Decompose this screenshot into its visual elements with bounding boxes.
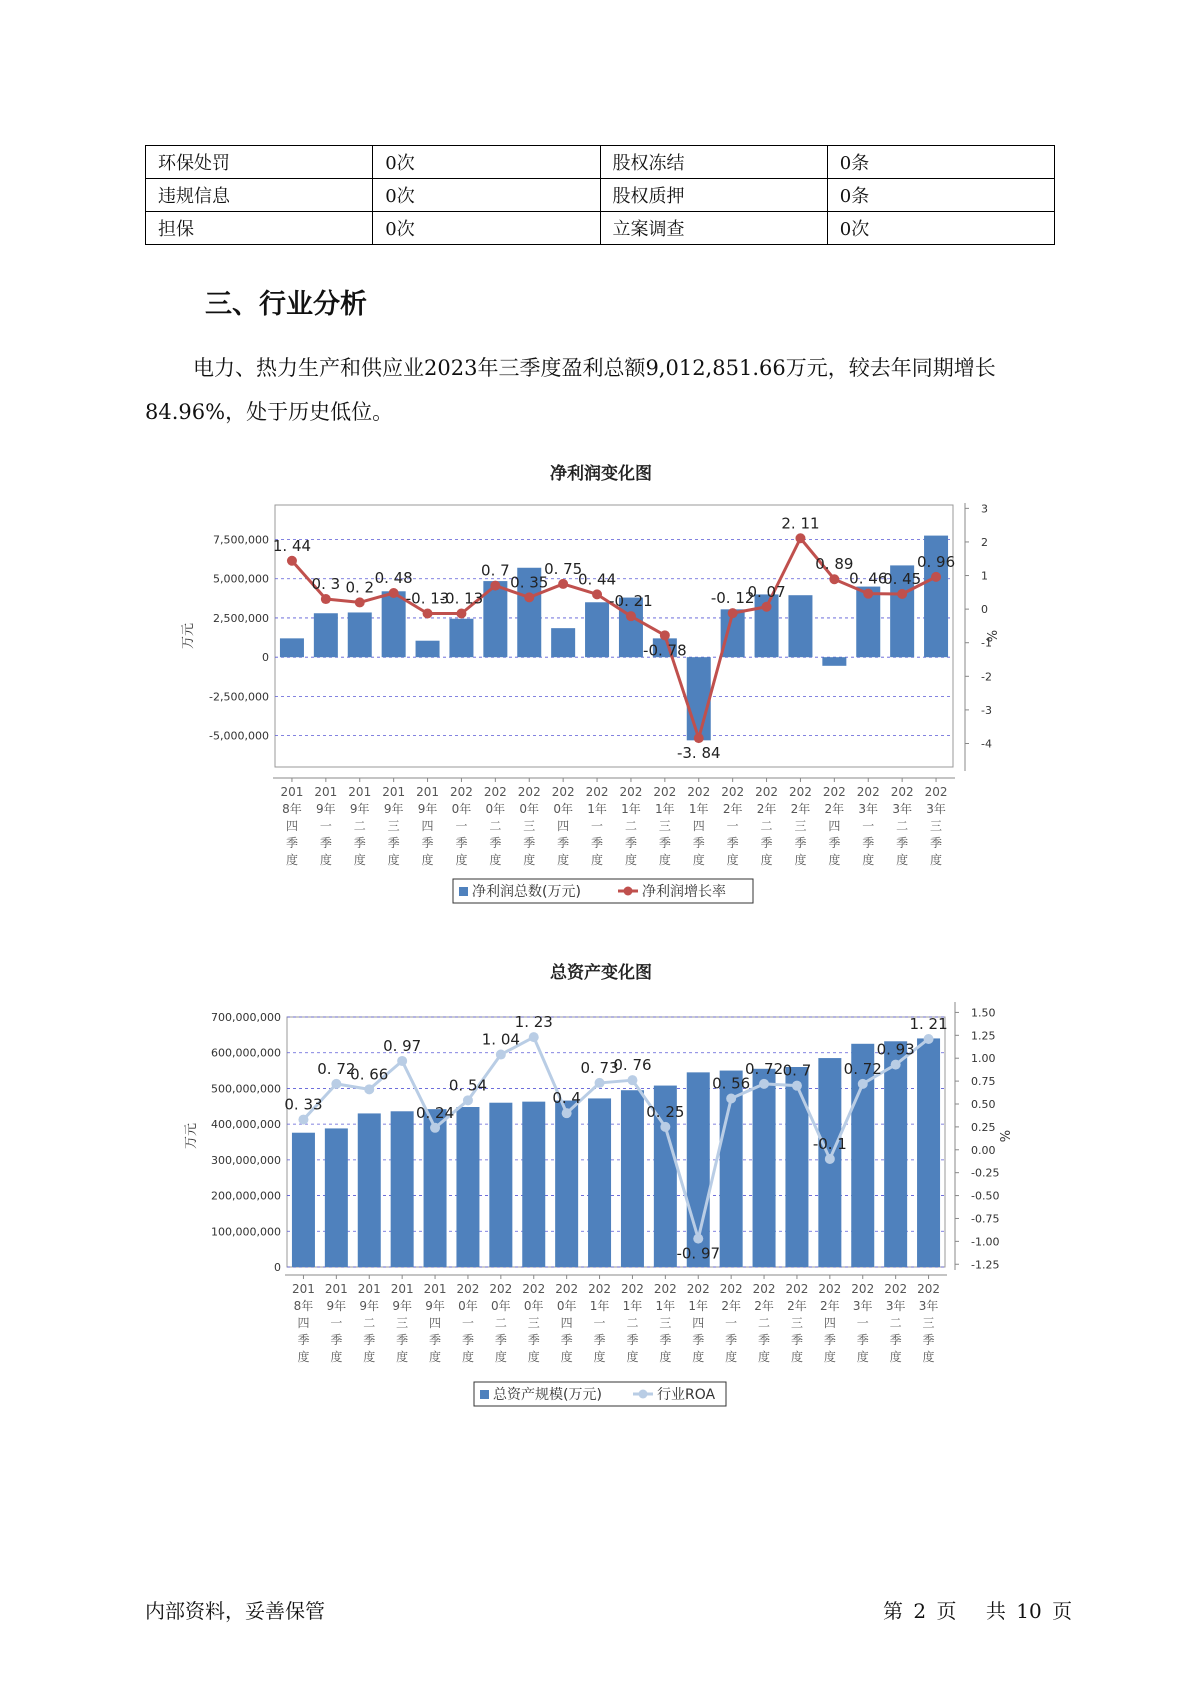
legend-line-label: 行业ROA [657,1387,716,1403]
y-tick-label: 100,000,000 [211,1225,281,1239]
table-cell: 0次 [373,212,600,245]
x-tick-label: 202 2年四季度 [818,1282,842,1364]
y-axis-label: 万元 [181,622,196,650]
page-suffix: 页 [936,1599,957,1623]
y-tick-label: 0 [262,651,269,665]
legend-bar-label: 总资产规模(万元) [493,1387,602,1403]
data-label: 0. 75 [544,559,583,578]
y-tick-label: 0 [274,1261,281,1274]
line-point [364,1084,374,1094]
data-label: -0. 13 [439,589,484,608]
bar [391,1111,414,1267]
y2-tick-label: 1 [981,569,988,583]
bar [588,1098,611,1267]
y-tick-label: -2,500,000 [209,690,269,704]
x-tick-label: 202 0年二季度 [489,1282,513,1364]
x-tick-label: 202 1年四季度 [687,785,711,867]
line-point [726,1094,736,1104]
table-cell: 0次 [827,212,1054,245]
data-label: 0. 35 [510,573,549,592]
y2-tick-label: 0.25 [971,1120,996,1134]
line-point [389,588,399,598]
page-total: 10 [1016,1599,1042,1623]
line-point [463,1095,473,1105]
y2-tick-label: -0.75 [971,1212,1000,1226]
y-tick-label: 2,500,000 [213,611,269,625]
bar [785,1067,808,1267]
line-point [792,1081,802,1091]
x-tick-label: 202 1年一季度 [585,785,609,867]
data-label: 0. 96 [916,552,956,571]
y2-tick-label: -1 [981,636,992,650]
footer-page-number [883,1595,1076,1624]
y-tick-label: -5,000,000 [209,729,269,743]
bar [424,1109,447,1267]
line-point [660,1122,670,1132]
x-tick-label: 201 8年四季度 [280,785,304,867]
y2-tick-label: 0 [981,603,988,617]
data-label: -0. 12 [710,589,755,608]
x-tick-label: 202 2年一季度 [721,785,745,867]
line-point [321,594,331,604]
line-point [858,1079,868,1089]
x-tick-label: 201 9年四季度 [423,1282,447,1364]
line-point [558,579,568,589]
x-tick-label: 202 1年一季度 [588,1282,612,1364]
line-point [423,608,433,618]
line-point [355,597,365,607]
y2-axis-label: % [999,1129,1014,1143]
data-label: -0. 78 [643,641,687,660]
x-tick-label: 202 3年三季度 [924,785,948,867]
data-label: -0. 13 [405,589,450,608]
line-point [298,1115,308,1125]
bar [522,1102,545,1267]
data-label: 0. 7 [782,1061,812,1080]
line-point [825,1154,835,1164]
line-point [660,630,670,640]
table-row [146,179,1055,212]
data-label: 0. 44 [577,570,617,589]
x-tick-label: 201 9年二季度 [348,785,372,867]
line-point [397,1056,407,1066]
y2-tick-label: -1.25 [971,1258,1000,1272]
data-label: 0. 54 [448,1076,488,1095]
line-point [524,592,534,602]
data-label: 0. 66 [350,1065,389,1084]
data-label: 0. 89 [815,555,854,574]
footer-confidential-note: 内部资料，妥善保管 [145,1599,325,1623]
table-cell: 股权质押 [600,179,827,212]
line-point [931,572,941,582]
line-point [430,1123,440,1133]
data-label: -0. 21 [609,592,653,611]
x-tick-label: 201 9年二季度 [357,1282,381,1364]
y2-tick-label: -1.00 [971,1235,1000,1249]
line-point [693,1234,703,1244]
data-label: 2. 11 [781,514,820,533]
bar [449,619,473,657]
bar [314,613,338,657]
x-tick-label: 202 0年三季度 [522,1282,546,1364]
line-point [626,611,636,621]
data-label: -0. 1 [812,1134,847,1153]
y-tick-label: 7,500,000 [213,533,269,547]
data-label: 1. 04 [481,1030,520,1049]
total-prefix: 共 [985,1599,1006,1623]
data-label: 1. 44 [272,536,312,555]
line-point [759,1079,769,1089]
data-label: 0. 56 [712,1074,751,1093]
y-tick-label: 600,000,000 [211,1046,281,1060]
x-tick-label: 202 0年四季度 [555,1282,579,1364]
section-heading: 三、行业分析 [205,289,367,320]
table-cell: 0次 [373,146,600,179]
data-label: 0. 4 [552,1089,581,1108]
line-point [627,1075,637,1085]
data-label: 0. 93 [876,1040,915,1059]
data-label: 0. 72 [744,1059,784,1078]
x-tick-label: 202 2年二季度 [752,1282,776,1364]
line-point [456,608,466,618]
line-point [287,556,297,566]
table-row [146,146,1055,179]
table-cell: 0条 [827,146,1054,179]
legend-bar-swatch [459,887,468,896]
x-tick-label: 202 1年二季度 [619,785,643,867]
bar [551,628,575,657]
x-tick-label: 201 9年三季度 [382,785,406,867]
y2-tick-label: 0.50 [971,1097,996,1111]
x-tick-label: 202 3年一季度 [851,1282,875,1364]
plot-area [272,505,956,767]
page-current: 2 [913,1599,927,1623]
bar [788,595,812,657]
data-label: 0. 45 [883,570,922,589]
bar [489,1103,512,1267]
x-tick-label: 202 1年四季度 [686,1282,710,1364]
y-tick-label: 5,000,000 [213,572,269,586]
x-tick-label: 202 0年一季度 [449,785,473,867]
table-cell: 担保 [146,212,373,245]
y-tick-label: 200,000,000 [211,1189,281,1203]
line-point [496,1050,506,1060]
x-tick-label: 202 1年二季度 [620,1282,644,1364]
chart-title: 净利润变化图 [550,464,652,484]
data-label: 0. 46 [849,569,888,588]
line-point [924,1034,934,1044]
data-label: 0. 33 [284,1095,323,1114]
line-point [728,608,738,618]
y2-tick-label: -4 [981,737,992,751]
line-point [829,574,839,584]
y2-tick-label: 3 [981,502,988,516]
x-tick-label: 201 9年三季度 [390,1282,414,1364]
data-label: 0. 76 [613,1056,652,1075]
legend-bar-swatch [480,1390,489,1399]
x-tick-label: 202 3年二季度 [890,785,914,867]
x-tick-label: 202 3年三季度 [917,1282,941,1364]
line-point [595,1078,605,1088]
x-tick-label: 202 1年三季度 [653,1282,677,1364]
bar [621,1090,644,1267]
x-tick-label: 202 2年二季度 [755,785,779,867]
table-cell: 立案调查 [600,212,827,245]
bar [687,657,711,740]
y2-tick-label: 0.75 [971,1075,996,1089]
x-tick-label: 202 1年三季度 [653,785,677,867]
x-tick-label: 202 0年二季度 [483,785,507,867]
bar [348,612,372,657]
data-label: 0. 25 [646,1102,685,1121]
y-tick-label: 300,000,000 [211,1153,281,1167]
data-label: 0. 2 [345,578,375,597]
bar [382,591,406,657]
y2-tick-label: 1.50 [971,1006,996,1020]
x-tick-label: 202 3年二季度 [884,1282,908,1364]
table-cell: 0条 [827,179,1054,212]
line-point [331,1079,341,1089]
x-tick-label: 202 2年一季度 [719,1282,743,1364]
bar [280,638,304,657]
y2-tick-label: -0.50 [971,1189,1000,1203]
bar [292,1133,315,1267]
data-label: 0. 07 [747,582,786,601]
bar [822,657,846,666]
summary-paragraph: 电力、热力生产和供应业2023年三季度盈利总额9,012,851.66万元，较去年同期增长84.96%，处于历史低位。 [145,356,996,424]
legend-bar-label: 净利润总数(万元) [472,884,581,900]
info-table [145,145,1055,245]
x-tick-label: 202 2年四季度 [822,785,846,867]
y2-tick-label: 1.25 [971,1029,996,1043]
line-point [897,589,907,599]
x-tick-label: 202 3年一季度 [856,785,880,867]
x-tick-label: 202 0年一季度 [456,1282,480,1364]
legend-line-marker [624,887,633,896]
line-point [562,1108,572,1118]
data-label: 0. 72 [317,1059,356,1078]
bar [456,1107,479,1267]
x-tick-label: 202 2年三季度 [788,785,812,867]
x-tick-label: 202 0年四季度 [551,785,575,867]
bar [358,1113,381,1267]
bar [753,1069,776,1267]
page-prefix: 第 [883,1599,903,1623]
data-label: -0. 97 [676,1244,721,1263]
line-point [762,602,772,612]
y2-axis-label: % [986,629,1001,643]
net-profit-chart [0,455,1191,905]
data-label: 0. 24 [415,1103,455,1122]
bar [555,1101,578,1267]
data-label: 0. 7 [481,561,510,580]
y2-tick-label: 2 [981,535,988,549]
data-label: 0. 73 [580,1058,619,1077]
table-cell: 环保处罚 [146,146,373,179]
total-assets-chart [0,955,1191,1415]
y2-tick-label: 0.00 [971,1143,996,1157]
y2-tick-label: -0.25 [971,1166,1000,1180]
y2-tick-label: 1.00 [971,1052,996,1066]
data-label: 0. 97 [383,1036,422,1055]
x-tick-label: 202 2年三季度 [785,1282,809,1364]
bar [585,602,609,657]
line-point [863,589,873,599]
table-cell: 股权冻结 [600,146,827,179]
line-point [795,533,805,543]
line-point [592,589,602,599]
table-cell: 0次 [373,179,600,212]
line-point [529,1032,539,1042]
data-label: 0. 72 [843,1059,882,1078]
x-tick-label: 201 9年一季度 [314,785,338,867]
total-suffix: 页 [1052,1599,1073,1623]
x-tick-label: 201 9年一季度 [324,1282,348,1364]
data-label: 0. 48 [374,569,413,588]
table-row [146,212,1055,245]
y-tick-label: 500,000,000 [211,1082,281,1096]
data-label: 0. 3 [311,575,341,594]
legend-line-label: 净利润增长率 [642,884,726,900]
bar [325,1128,348,1267]
y2-tick-label: -3 [981,703,992,717]
chart-title: 总资产变化图 [550,963,652,983]
y-axis-label: 万元 [184,1122,199,1150]
line-point [694,733,704,743]
y-tick-label: 700,000,000 [211,1011,281,1024]
x-tick-label: 202 0年三季度 [517,785,541,867]
legend-line-marker [639,1390,648,1399]
data-label: 1. 21 [909,1014,948,1033]
y2-tick-label: -2 [981,670,992,684]
line-point [490,581,500,591]
data-label: -3. 84 [676,744,721,763]
line-point [891,1060,901,1070]
bar [917,1038,940,1267]
x-tick-label: 201 9年四季度 [416,785,440,867]
x-tick-label: 201 8年四季度 [291,1282,315,1364]
bar [884,1041,907,1267]
y-tick-label: 400,000,000 [211,1118,281,1132]
table-cell: 违规信息 [146,179,373,212]
bar [416,641,440,657]
data-label: 1. 23 [514,1013,553,1032]
